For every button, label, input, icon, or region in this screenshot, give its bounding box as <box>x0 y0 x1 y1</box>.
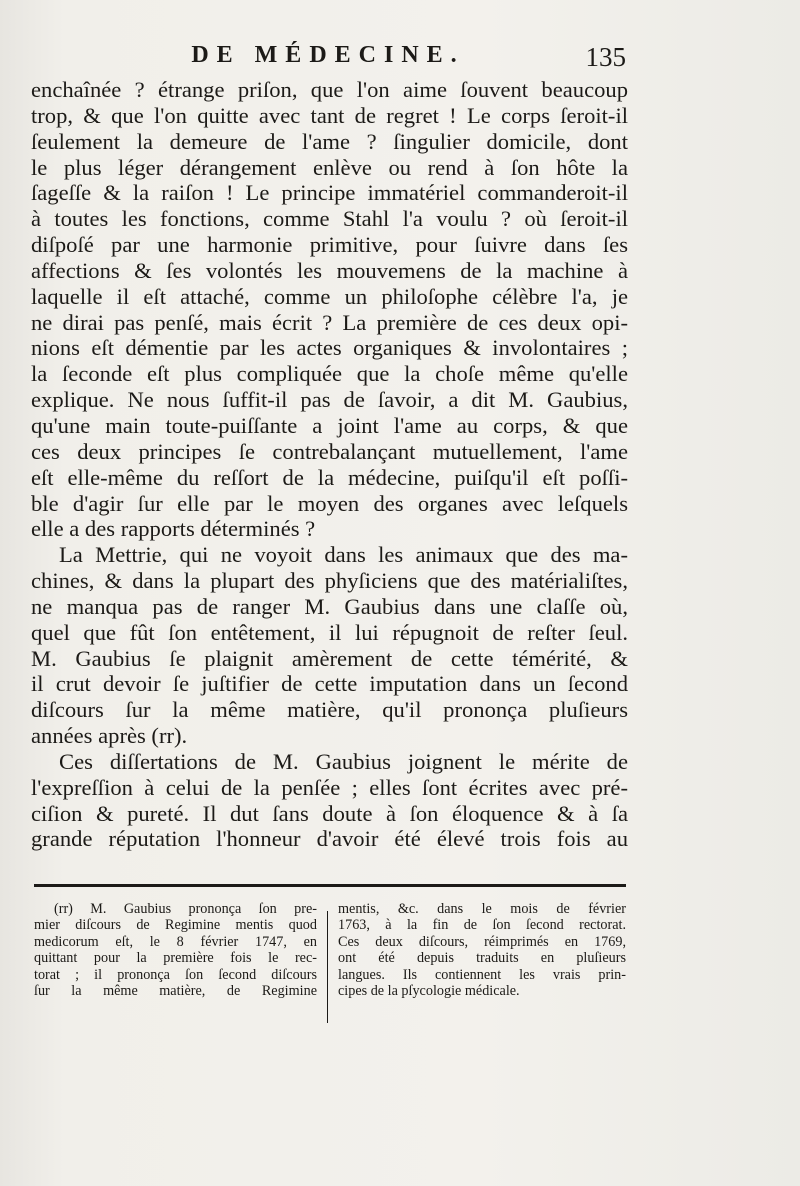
footnote-line: torat ; il prononça ſon ſecond diſcours <box>34 966 317 983</box>
footnote-rule <box>34 884 626 887</box>
body-text <box>31 77 628 852</box>
footnote-line: langues. Ils contiennent les vrais prin- <box>338 966 626 983</box>
footnote-line: Ces deux diſcours, réimprimés en 1769, <box>338 933 626 950</box>
text-line: ciſion & pureté. Il dut ſans doute à ſon éloquence & à ſa <box>31 800 628 826</box>
footnote-column-left <box>34 901 317 999</box>
footnote-line: medicorum eſt, le 8 février 1747, en <box>34 933 317 950</box>
footnote-line: ont été depuis traduits en pluſieurs <box>338 950 626 967</box>
footnote-line: quittant pour la première fois le rec- <box>34 950 317 967</box>
text-line: trop, & que l'on quitte avec tant de regret ! Le corps ſeroit-il <box>31 102 628 128</box>
text-line: chines, & dans la plupart des phyſiciens que des matérialiſtes, <box>31 568 628 594</box>
text-line: ne dirai pas penſé, mais écrit ? La première de ces deux opi- <box>31 309 628 335</box>
text-line: Ces diſſertations de M. Gaubius joignent le mérite de <box>59 748 628 774</box>
footnote-line: 1763, à la fin de ſon ſecond rectorat. <box>338 917 626 934</box>
footnote-line: cipes de la pſycologie médicale. <box>338 982 520 999</box>
text-line: à toutes les fonctions, comme Stahl l'a voulu ? où ſeroit-il <box>31 206 628 232</box>
text-line: diſpoſé par une harmonie primitive, pour ſuivre dans ſes <box>31 232 628 258</box>
text-line: La Mettrie, qui ne voyoit dans les animaux que des ma- <box>59 542 628 568</box>
text-line: il crut devoir ſe juſtifier de cette imputation dans un ſecond <box>31 671 628 697</box>
text-line: laquelle il eſt attaché, comme un philoſophe célèbre l'a, je <box>31 283 628 309</box>
text-line: eſt elle-même du reſſort de la médecine, puiſqu'il eſt poſſi- <box>31 464 628 490</box>
text-line: années après (rr). <box>31 723 188 749</box>
text-line: quel que fût ſon entêtement, il lui répugnoit de reſter ſeul. <box>31 619 628 645</box>
text-line: grande réputation l'honneur d'avoir été élevé trois fois au <box>31 826 628 852</box>
text-line: la ſeconde eſt plus compliquée que la choſe même qu'elle <box>31 361 628 387</box>
footnote-line: (rr) M. Gaubius prononça ſon pre- <box>54 901 317 917</box>
running-title: DE MÉDECINE. <box>191 42 465 68</box>
page-number: 135 <box>585 42 626 72</box>
text-line: enchaînée ? étrange priſon, que l'on aime ſouvent beaucoup <box>31 77 628 102</box>
text-line: le plus léger dérangement enlève ou rend à ſon hôte la <box>31 154 628 180</box>
text-line: nions eſt démentie par les actes organiques & involontaires ; <box>31 335 628 361</box>
footnote-column-divider <box>327 911 328 1023</box>
text-line: ne manqua pas de ranger M. Gaubius dans une claſſe où, <box>31 593 628 619</box>
footnote-line: ſur la même matière, de Regimine <box>34 982 317 999</box>
text-line: explique. Ne nous ſuffit-il pas de ſavoir, a dit M. Gaubius, <box>31 387 628 413</box>
text-line: elle a des rapports déterminés ? <box>31 516 316 542</box>
text-line: M. Gaubius ſe plaignit amèrement de cette témérité, & <box>31 645 628 671</box>
text-line: ſeulement la demeure de l'ame ? ſingulier domicile, dont <box>31 128 628 154</box>
text-line: qu'une main toute-puiſſante a joint l'ame au corps, & que <box>31 412 628 438</box>
footnote-line: mentis, &c. dans le mois de février <box>338 901 626 917</box>
text-line: affections & ſes volontés les mouvemens de la machine à <box>31 257 628 283</box>
text-line: ces deux principes ſe contrebalançant mutuellement, l'ame <box>31 438 628 464</box>
footnote-column-right <box>338 901 626 999</box>
text-line: l'expreſſion à celui de la penſée ; elles ſont écrites avec pré- <box>31 774 628 800</box>
text-line: ble d'agir ſur elle par le moyen des organes avec leſquels <box>31 490 628 516</box>
footnotes <box>34 901 626 1031</box>
text-line: diſcours ſur la même matière, qu'il prononça pluſieurs <box>31 697 628 723</box>
text-line: ſageſſe & la raiſon ! Le principe immatériel commanderoit-il <box>31 180 628 206</box>
footnote-line: mier diſcours de Regimine mentis quod <box>34 917 317 934</box>
page-header <box>30 42 626 76</box>
